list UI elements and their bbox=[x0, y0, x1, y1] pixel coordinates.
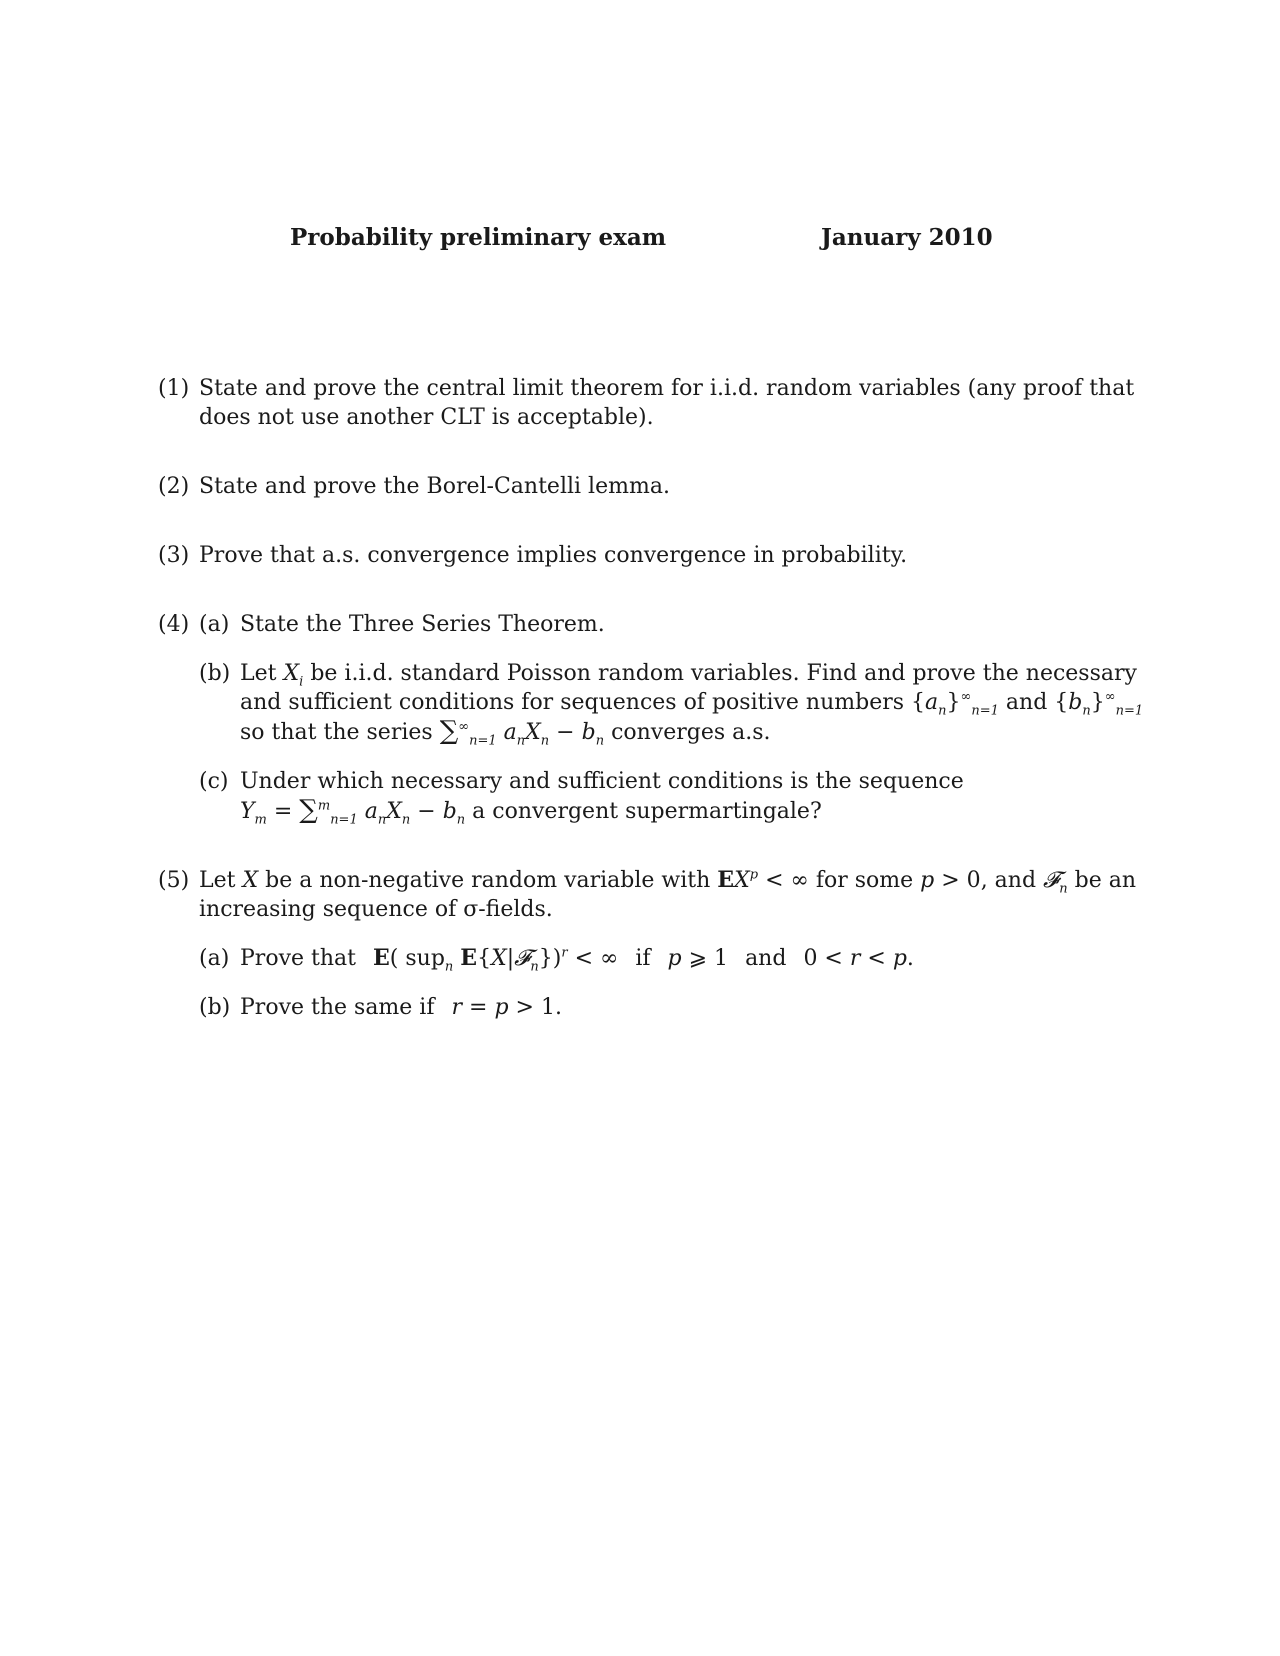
problem-2 bbox=[158, 472, 1168, 501]
part-label: (a) bbox=[199, 946, 230, 971]
part-text: converges a.s. bbox=[611, 720, 771, 745]
problem-number: (2) bbox=[158, 474, 190, 499]
math-x: X bbox=[242, 868, 259, 893]
problem-5 bbox=[158, 866, 1168, 1022]
math-fn: 𝓕$_n$ bbox=[1043, 868, 1068, 897]
problem-4c bbox=[199, 767, 1168, 826]
math-p-positive: p > 0 bbox=[920, 868, 981, 893]
part-text: Prove the same if bbox=[240, 995, 435, 1020]
part-text: so that the series bbox=[240, 720, 433, 745]
part-text: if bbox=[635, 946, 651, 971]
problem-1 bbox=[158, 374, 1168, 432]
part-text: Prove that bbox=[240, 946, 356, 971]
problem-text: Let bbox=[199, 868, 236, 893]
math-ym: $Y_m = \sum^m_{n=1}$ $a_nX_n - b_n$ bbox=[240, 795, 466, 828]
problem-text: be an increasing sequence of σ-fields. bbox=[199, 868, 1137, 922]
exam-title: Probability preliminary exam bbox=[290, 224, 667, 251]
problem-text: be a non-negative random variable with bbox=[265, 868, 711, 893]
part-text: and bbox=[1005, 690, 1048, 715]
problem-4 bbox=[158, 610, 1168, 826]
problem-3 bbox=[158, 541, 1168, 570]
part-label: (b) bbox=[199, 995, 231, 1020]
problem-5b bbox=[199, 993, 1168, 1022]
problem-number: (1) bbox=[158, 376, 190, 401]
problem-number: (3) bbox=[158, 543, 190, 568]
problem-number: (5) bbox=[158, 868, 190, 893]
math-bn-seq: $\{b_n\}^\infty_{n=1}$ bbox=[1054, 689, 1144, 719]
math-r-range: 0 < r < p. bbox=[803, 946, 914, 971]
problem-text: , and bbox=[980, 868, 1037, 893]
math-xi: $X_i$ bbox=[283, 661, 304, 690]
problem-text: State and prove the Borel-Cantelli lemma. bbox=[199, 474, 670, 499]
part-label: (c) bbox=[199, 769, 229, 794]
problem-text: Prove that a.s. convergence implies convergence in probability. bbox=[199, 543, 908, 568]
part-text: State the Three Series Theorem. bbox=[240, 612, 605, 637]
part-text: be i.i.d. standard Poisson random variables. Find and prove the necessary and sufficient conditions for sequences of positive numbers bbox=[240, 661, 1137, 715]
exam-date: January 2010 bbox=[821, 224, 993, 251]
math-sup-expectation: E( sup$_n$ E{X|𝓕$_n$})$^r$ < ∞ bbox=[372, 945, 619, 975]
problem-5a bbox=[199, 944, 1168, 973]
math-an-seq: $\{a_n\}^\infty_{n=1}$ bbox=[911, 689, 999, 719]
math-r-eq-p: r = p > 1. bbox=[451, 995, 562, 1020]
problem-list bbox=[158, 374, 1168, 1062]
problem-number: (4) bbox=[158, 612, 190, 637]
problem-4a bbox=[199, 610, 1168, 639]
part-text: and bbox=[745, 946, 787, 971]
part-label: (a) bbox=[199, 612, 230, 637]
math-series: $\sum^\infty_{n=1}$ $a_nX_n - b_n$ bbox=[439, 716, 605, 749]
part-text: Let bbox=[240, 661, 277, 686]
problem-4b bbox=[199, 659, 1168, 747]
problem-text: for some bbox=[815, 868, 914, 893]
part-label: (b) bbox=[199, 661, 231, 686]
part-text: a convergent supermartingale? bbox=[472, 799, 822, 824]
part-text: Under which necessary and sufficient conditions is the sequence bbox=[240, 769, 964, 794]
math-expectation: $EX^p$ < ∞ bbox=[717, 867, 809, 893]
problem-text: State and prove the central limit theorem for i.i.d. random variables (any proof that does not use another CLT is acceptable). bbox=[199, 376, 1135, 430]
math-p-geq-1: p ⩾ 1 bbox=[667, 946, 729, 971]
